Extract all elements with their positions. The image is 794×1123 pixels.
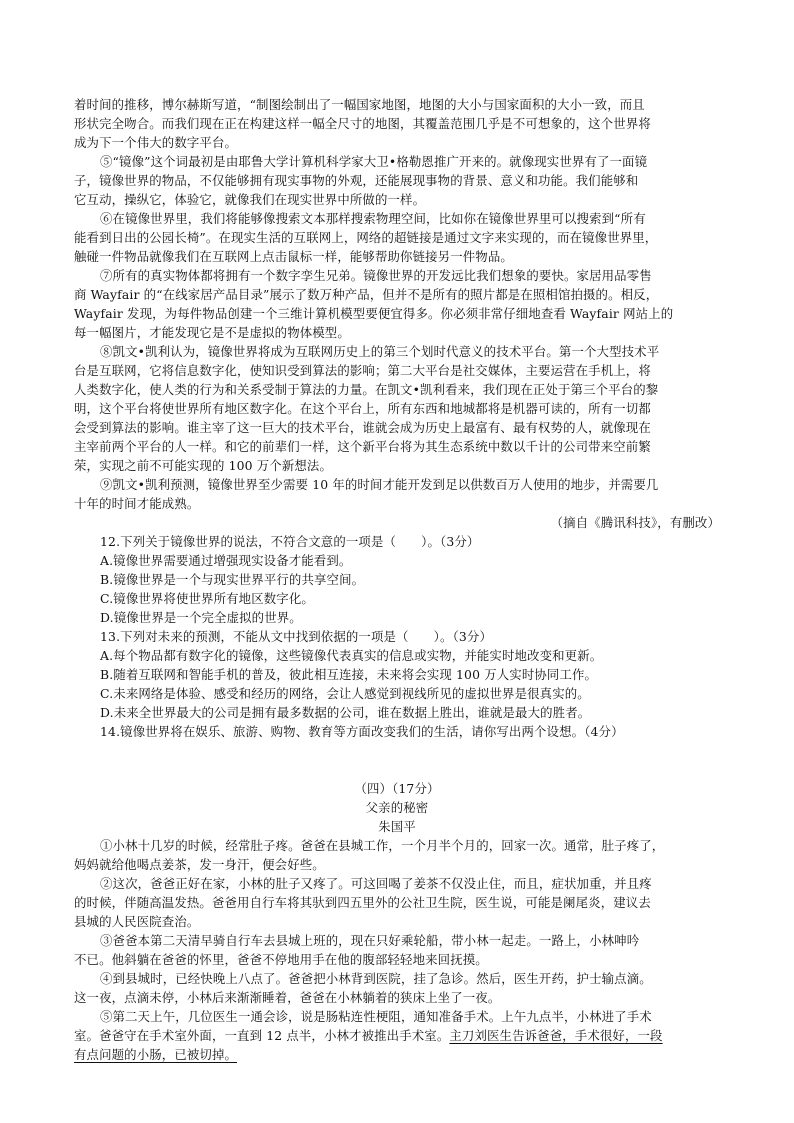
article-line: 十年的时间才能成熟。 <box>74 496 200 511</box>
paragraph-5-start: ⑤第二天上午，几位医生一通会诊，说是肠粘连性梗阻，通知准备手术。上午九点半，小林进了手术 <box>100 1009 652 1024</box>
story-line <box>74 1046 720 1064</box>
question-13: 13.下列对未来的预测，不能从文中找到依据的一项是（ ）。（3分） <box>100 629 493 644</box>
option-c: C.镜像世界将使世界所有地区数字化。 <box>100 591 314 606</box>
story-author: 朱国平 <box>378 819 416 834</box>
story-text: 室。爸爸守在手术室外面，一直到 12 点半，小林才被推出手术室。 <box>74 1028 450 1043</box>
article-line: 荣，实现之前不可能实现的 100 万个新想法。 <box>74 458 333 473</box>
paragraph-6-start: ⑥在镜像世界里，我们将能够像搜索文本那样搜索物理空间，比如你在镜像世界里可以搜索到“所有 <box>100 211 646 226</box>
option-c: C.未来网络是体验、感受和经历的网络，会让人感觉到视线所见的虚拟世界是很真实的。 <box>100 686 590 701</box>
article-line: 明，这个平台将使世界所有地区数字化。在这个平台上，所有东西和地城都将是机器可读的，所有一切都 <box>74 401 651 416</box>
article-line: 形状完全吻合。而我们现在正在构建这样一幅全尺寸的地图，其覆盖范围几乎是不可想象的，这个世界将 <box>74 116 651 131</box>
article-line: 会受到算法的影响。谁主宰了这一巨大的技术平台，谁就会成为历史上最富有、最有权势的人，就像现在 <box>74 420 651 435</box>
paragraph-9-start: ⑨凯文•凯利预测，镜像世界至少需要 10 年的时间才能开发到足以供数百万人使用的地步，并需要几 <box>100 477 659 492</box>
option-a: A.镜像世界需要通过增强现实设备才能看到。 <box>100 553 352 568</box>
story-line <box>74 1027 720 1045</box>
article-line: 能看到日出的公园长椅”。在现实生活的互联网上，网络的超链接是通过文字来实现的，而在镜像世界里， <box>74 230 658 245</box>
question-12: 12.下列关于镜像世界的说法，不符合文意的一项是（ ）。（3分） <box>100 534 480 549</box>
story-line: 妈妈就给他喝点姜茶，发一身汗，便会好些。 <box>74 857 325 872</box>
paragraph-5-start: ⑤“镜像”这个词最初是由耶鲁大学计算机科学家大卫•格勒恩推广开来的。就像现实世界有了一面镜 <box>100 154 648 169</box>
article-line: 成为下一个伟大的数字平台。 <box>74 135 238 150</box>
paragraph-1-start: ①小林十几岁的时候，经常肚子疼。爸爸在县城工作，一个月半个月的，回家一次。通常，肚子疼了， <box>100 838 665 853</box>
story-title: 父亲的秘密 <box>365 800 429 815</box>
option-d: D.镜像世界是一个完全虚拟的世界。 <box>100 610 302 625</box>
paragraph-4-start: ④到县城时，已经快晚上八点了。爸爸把小林背到医院，挂了急诊。然后，医生开药，护士输点滴。 <box>100 971 652 986</box>
paragraph-3-start: ③爸爸本第二天清早骑自行车去县城上班的，现在只好乘轮船，带小林一起走。一路上，小林呻吟 <box>100 933 640 948</box>
article-line: 人类数字化，使人类的行为和关系受制于算法的力量。在凯文•凯利看来，我们现在正处于第三个平台的黎 <box>74 382 659 397</box>
paragraph-8-start: ⑧凯文•凯利认为，镜像世界将成为互联网历史上的第三个划时代意义的技术平台。第一个大型技术平 <box>100 344 660 359</box>
article-line: 每一幅图片，才能发现它是不是虚拟的物体模型。 <box>74 325 350 340</box>
article-line: 触碰一件物品就像我们在互联网上点击鼠标一样，能够帮助你链接另一件物品。 <box>74 249 513 264</box>
option-d: D.未来全世界最大的公司是拥有最多数据的公司，谁在数据上胜出，谁就是最大的胜者。 <box>100 705 591 720</box>
article-line: 台是互联网，它将信息数字化，使知识受到算法的影响；第二大平台是社交媒体，主要运营在手机上，将 <box>74 363 651 378</box>
source-citation: （摘自《腾讯科技》，有删改） <box>550 515 720 530</box>
article-line: Wayfair 发现，为每件物品创建一个三维计算机模型要便宜得多。你必须非常仔细地查看 Wayfair 网站上的 <box>74 306 674 321</box>
paragraph-2-start: ②这次，爸爸正好在家，小林的肚子又疼了。可这回喝了姜茶不仅没止住，而且，症状加重，并且疼 <box>100 876 652 891</box>
option-b: B.随着互联网和智能手机的普及，彼此相互连接，未来将会实现 100 万人实时协同工作。 <box>100 667 598 682</box>
story-line: 的时候，伴随高温发热。爸爸用自行车将其驮到四五里外的公社卫生院，医生说，可能是阑尾炎，建议去 <box>74 895 651 910</box>
article-line: 商 Wayfair 的“在线家居产品目录”展示了数万种产品，但并不是所有的照片都是在照相馆拍摄的。相反， <box>74 287 659 302</box>
article-line: 它互动，操纵它，体验它，就像我们在现实世界中所做的一样。 <box>74 192 426 207</box>
story-line: 不已。他斜躺在爸爸的怀里，爸爸不停地用手在他的腹部轻轻地来回抚摸。 <box>74 952 488 967</box>
story-line: 县城的人民医院查治。 <box>74 914 200 929</box>
underlined-sentence: 有点问题的小肠，已被切掉。 <box>74 1047 238 1062</box>
question-14: 14.镜像世界将在娱乐、旅游、购物、教育等方面改变我们的生活，请你写出两个设想。（4分） <box>100 724 624 739</box>
paragraph-7-start: ⑦所有的真实物体都将拥有一个数字孪生兄弟。镜像世界的开发远比我们想象的要快。家居用品零售 <box>100 268 652 283</box>
article-line: 主宰前两个平台的人一样。和它的前辈们一样，这个新平台将为其生态系统中数以千计的公司带来空前繁 <box>74 439 651 454</box>
article-line: 子，镜像世界的物品，不仅能够拥有现实事物的外观，还能展现事物的背景、意义和功能。我们能够和 <box>74 173 639 188</box>
option-b: B.镜像世界是一个与现实世界平行的共享空间。 <box>100 572 365 587</box>
section-heading: （四）（17分） <box>354 781 440 796</box>
option-a: A.每个物品都有数字化的镜像，这些镜像代表真实的信息或实物，并能实时地改变和更新。 <box>100 648 603 663</box>
underlined-sentence: 主刀刘医生告诉爸爸，手术很好，一段 <box>449 1028 663 1043</box>
story-line: 这一夜，点滴未停，小林后来渐渐睡着，爸爸在小林躺着的狭床上坐了一夜。 <box>74 990 501 1005</box>
article-line: 着时间的推移，博尔赫斯写道，“制图绘制出了一幅国家地图，地图的大小与国家面积的大小一致，而且 <box>74 97 645 112</box>
